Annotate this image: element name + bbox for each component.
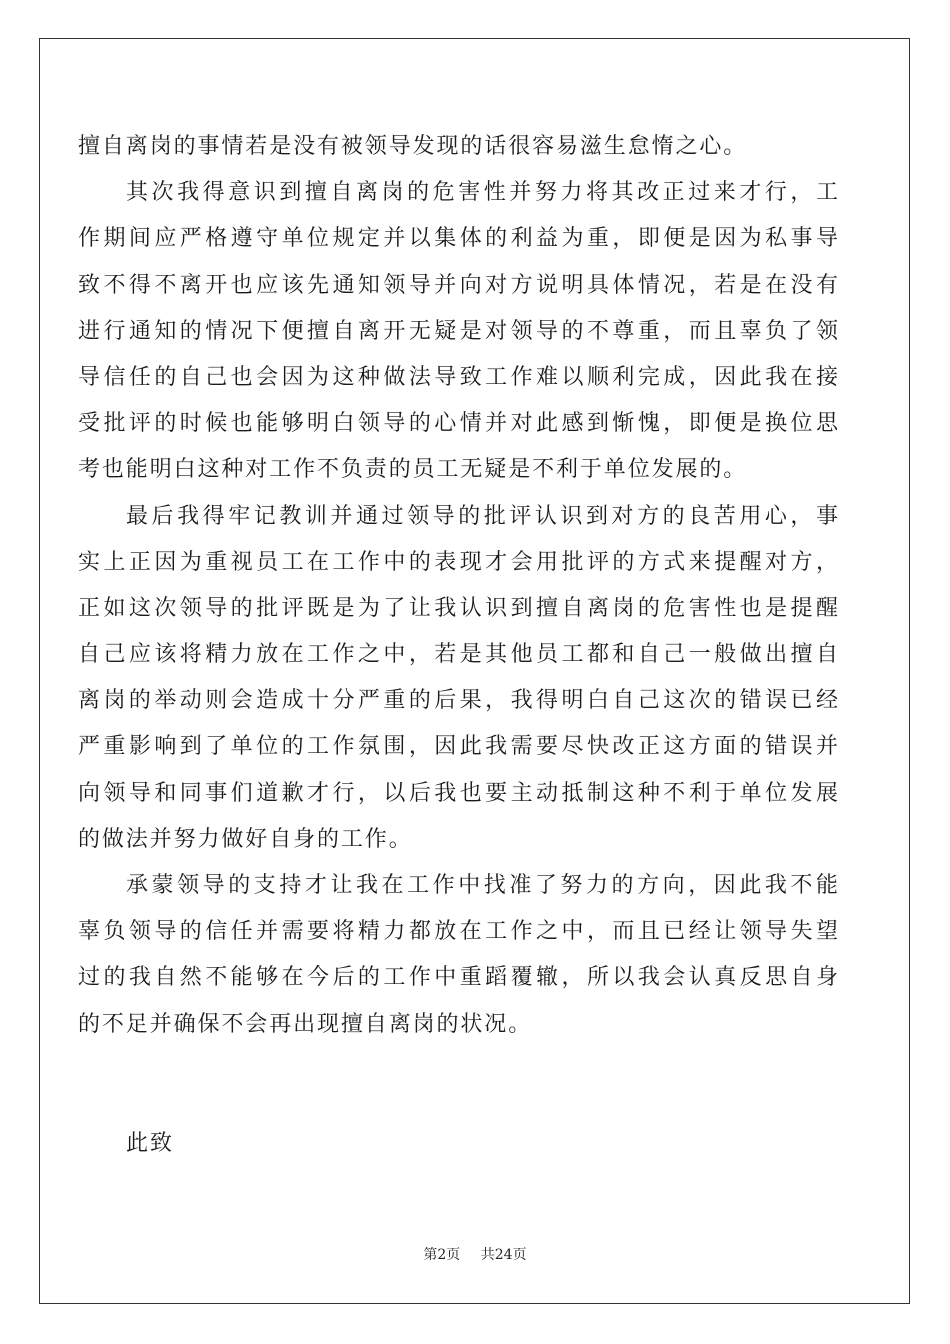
text-line: 正如这次领导的批评既是为了让我认识到擅自离岗的危害性也是提醒 — [78, 595, 838, 621]
text-line: 受批评的时候也能够明白领导的心情并对此感到惭愧，即便是换位思 — [78, 411, 838, 437]
text-line: 其次我得意识到擅自离岗的危害性并努力将其改正过来才行，工 — [126, 180, 838, 206]
text-line: 的做法并努力做好自身的工作。 — [78, 826, 413, 852]
text-line: 承蒙领导的支持才让我在工作中找准了努力的方向，因此我不能 — [126, 873, 838, 898]
text-line: 导信任的自己也会因为这种做法导致工作难以顺利完成，因此我在接 — [78, 364, 838, 390]
text-line: 实上正因为重视员工在工作中的表现才会用批评的方式来提醒对方， — [78, 549, 838, 575]
text-line: 过的我自然不能够在今后的工作中重蹈覆辙，所以我会认真反思自身 — [78, 965, 838, 991]
text-line: 考也能明白这种对工作不负责的员工无疑是不利于单位发展的。 — [78, 457, 748, 483]
text-line: 作期间应严格遵守单位规定并以集体的利益为重，即便是因为私事导 — [78, 226, 838, 252]
document-body — [78, 124, 838, 1048]
text-line: 辜负领导的信任并需要将精力都放在工作之中，而且已经让领导失望 — [78, 919, 838, 945]
text-line: 向领导和同事们道歉才行，以后我也要主动抵制这种不利于单位发展 — [78, 780, 838, 806]
text-line: 进行通知的情况下便擅自离开无疑是对领导的不尊重，而且辜负了领 — [78, 318, 838, 344]
page-number: 第2页 — [423, 1247, 461, 1263]
text-line: 擅自离岗的事情若是没有被领导发现的话很容易滋生怠惰之心。 — [78, 134, 748, 159]
text-line: 致不得不离开也应该先通知领导并向对方说明具体情况，若是在没有 — [78, 272, 838, 298]
closing-salutation: 此致 — [126, 1131, 175, 1156]
text-line: 严重影响到了单位的工作氛围，因此我需要尽快改正这方面的错误并 — [78, 734, 838, 760]
page-footer — [0, 1244, 950, 1264]
text-line: 最后我得牢记教训并通过领导的批评认识到对方的良苦用心，事 — [126, 503, 838, 529]
page-total: 共24页 — [480, 1247, 527, 1263]
text-line: 离岗的举动则会造成十分严重的后果，我得明白自己这次的错误已经 — [78, 688, 838, 714]
text-line: 自己应该将精力放在工作之中，若是其他员工都和自己一般做出擅自 — [78, 642, 838, 668]
text-line: 的不足并确保不会再出现擅自离岗的状况。 — [78, 1011, 533, 1037]
